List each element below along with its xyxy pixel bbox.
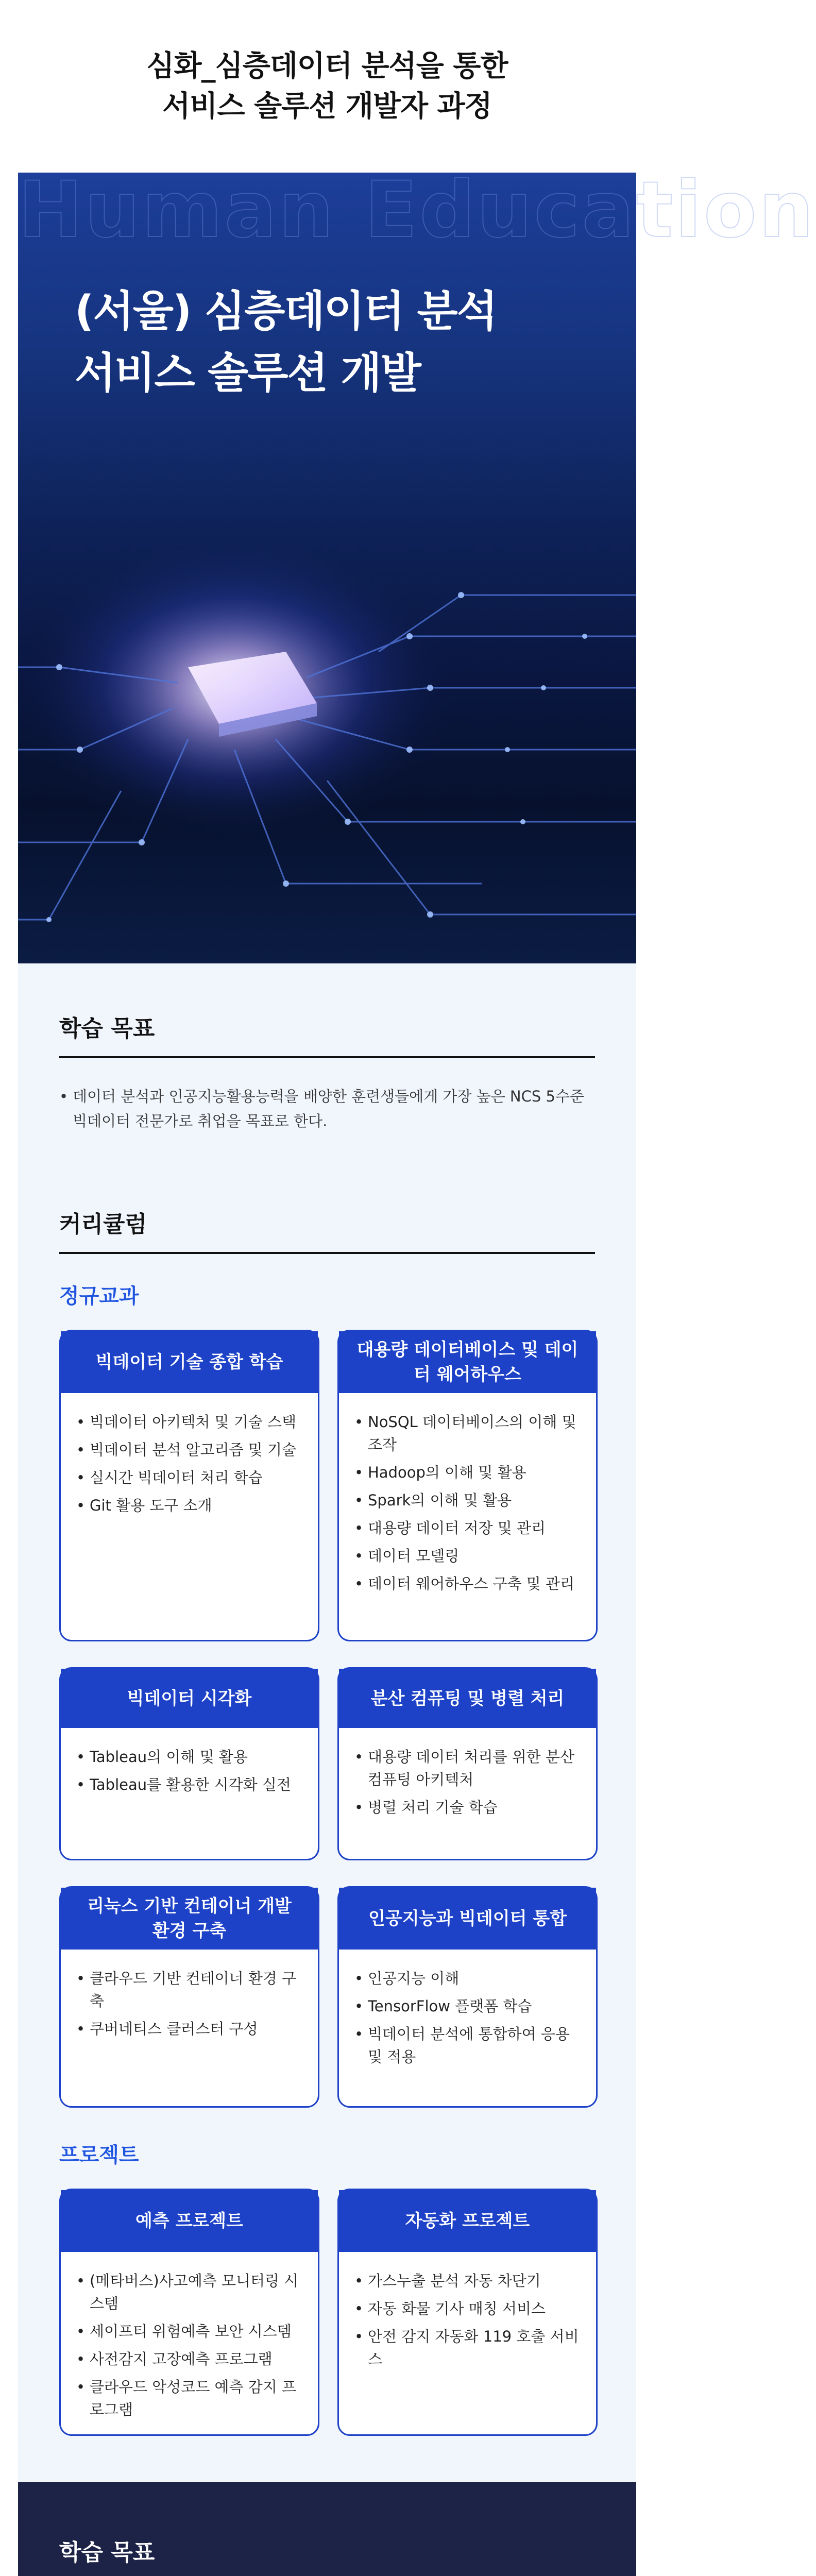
list-item: • 실시간 빅데이터 처리 학습 xyxy=(76,1469,263,1486)
list-item: • Git 활용 도구 소개 xyxy=(76,1497,212,1514)
list-item: • 빅데이터 분석에 통합하여 응용 및 적용 xyxy=(354,2025,570,2065)
course-card-title: 대용량 데이터베이스 및 데이터 웨어하우스 xyxy=(339,1331,596,1393)
hero-title-line-1: (서울) 심층데이터 분석 xyxy=(75,287,497,336)
course-card-row xyxy=(59,1667,595,1860)
course-card-title: 리눅스 기반 컨테이너 개발 환경 구축 xyxy=(61,1888,318,1950)
hero-title-line-2: 서비스 솔루션 개발 xyxy=(75,349,420,398)
list-bullet: • xyxy=(59,1088,69,1105)
course-card-title: 인공지능과 빅데이터 통합 xyxy=(339,1888,596,1950)
course-card xyxy=(337,1667,598,1860)
content-section xyxy=(18,963,636,2482)
list-item: • 인공지능 이해 xyxy=(354,1970,460,1987)
list-item: • 빅데이터 분석 알고리즘 및 기술 xyxy=(76,1441,297,1459)
list-item: • 데이터 웨어하우스 구축 및 관리 xyxy=(354,1575,575,1592)
course-card-row xyxy=(59,1330,595,1641)
list-item: • Tableau를 활용한 시각화 실전 xyxy=(76,1776,291,1793)
list-item: • 대용량 데이터 저장 및 관리 xyxy=(354,1519,546,1537)
list-item: • Hadoop의 이해 및 활용 xyxy=(354,1464,526,1481)
list-item: • NoSQL 데이터베이스의 이해 및 조작 xyxy=(354,1413,576,1453)
regular-courses-label: 정규교과 xyxy=(59,1284,139,1308)
page-header xyxy=(0,0,654,173)
goal-heading: 학습 목표 xyxy=(59,1010,595,1058)
list-item: • 클라우드 악성코드 예측 감지 프로그램 xyxy=(76,2378,297,2418)
list-item: • TensorFlow 플랫폼 학습 xyxy=(354,1997,532,2015)
list-item: • 대용량 데이터 처리를 위한 분산 컴퓨팅 아키텍처 xyxy=(354,1748,575,1788)
hero-title xyxy=(75,281,497,404)
projects-label: 프로젝트 xyxy=(59,2143,139,2167)
list-item: • Tableau의 이해 및 활용 xyxy=(76,1748,248,1766)
list-item: • 세이프티 위험예측 보안 시스템 xyxy=(76,2323,292,2340)
course-card-title: 빅데이터 기술 종합 학습 xyxy=(61,1331,318,1393)
goal-description-text: 데이터 분석과 인공지능활용능력을 배양한 훈련생들에게 가장 높은 NCS 5수준 빅데이터 전문가로 취업을 목표로 한다. xyxy=(73,1088,584,1130)
course-card xyxy=(59,1330,319,1641)
course-card-list xyxy=(339,1728,596,1839)
course-card xyxy=(59,1667,319,1860)
course-card-list xyxy=(61,1950,318,2061)
project-card-list xyxy=(61,2252,318,2442)
list-item: • 사전감지 고장예측 프로그램 xyxy=(76,2350,273,2368)
project-card-row xyxy=(59,2189,595,2436)
course-card-list xyxy=(61,1393,318,1537)
list-item: • 빅데이터 아키텍처 및 기술 스택 xyxy=(76,1413,297,1431)
list-item: • 쿠버네티스 클러스터 구성 xyxy=(76,2020,258,2038)
list-item: • Spark의 이해 및 활용 xyxy=(354,1492,512,1509)
course-card-title: 빅데이터 시각화 xyxy=(61,1669,318,1728)
list-item: • (메타버스)사고예측 모니터링 시스템 xyxy=(76,2272,299,2312)
project-card-title: 예측 프로젝트 xyxy=(61,2190,318,2252)
list-item: • 자동 화물 기사 매칭 서비스 xyxy=(354,2300,546,2317)
course-card xyxy=(337,1330,598,1641)
project-card-title: 자동화 프로젝트 xyxy=(339,2190,596,2252)
course-card xyxy=(59,1886,319,2108)
info-section xyxy=(18,2482,636,2576)
list-item: • 안전 감지 자동화 119 호출 서비스 xyxy=(354,2328,579,2368)
hero-background-text: Human Education xyxy=(18,165,816,255)
course-card-list xyxy=(61,1728,318,1817)
page-title xyxy=(146,46,507,127)
info-heading: 학습 목표 xyxy=(59,2534,595,2576)
list-item: • 데이터 모델링 xyxy=(354,1547,460,1565)
hero-banner xyxy=(18,165,816,963)
curriculum-heading: 커리큘럼 xyxy=(59,1206,595,1254)
course-card-title: 분산 컴퓨팅 및 병렬 처리 xyxy=(339,1669,596,1728)
project-card xyxy=(59,2189,319,2436)
list-item: • 클라우드 기반 컨테이너 환경 구축 xyxy=(76,1970,297,2010)
list-item: • 병렬 처리 기술 학습 xyxy=(354,1799,498,1816)
page-title-line-1: 심화_심층데이터 분석을 통한 xyxy=(146,49,508,83)
list-item: • 가스누출 분석 자동 차단기 xyxy=(354,2272,541,2290)
course-card-list xyxy=(339,1950,596,2089)
page-title-line-2: 서비스 솔루션 개발자 과정 xyxy=(162,89,492,123)
project-card-list xyxy=(339,2252,596,2391)
goal-description xyxy=(59,1084,595,1133)
course-card-list xyxy=(339,1393,596,1616)
course-card-row xyxy=(59,1886,595,2108)
project-card xyxy=(337,2189,598,2436)
course-card xyxy=(337,1886,598,2108)
